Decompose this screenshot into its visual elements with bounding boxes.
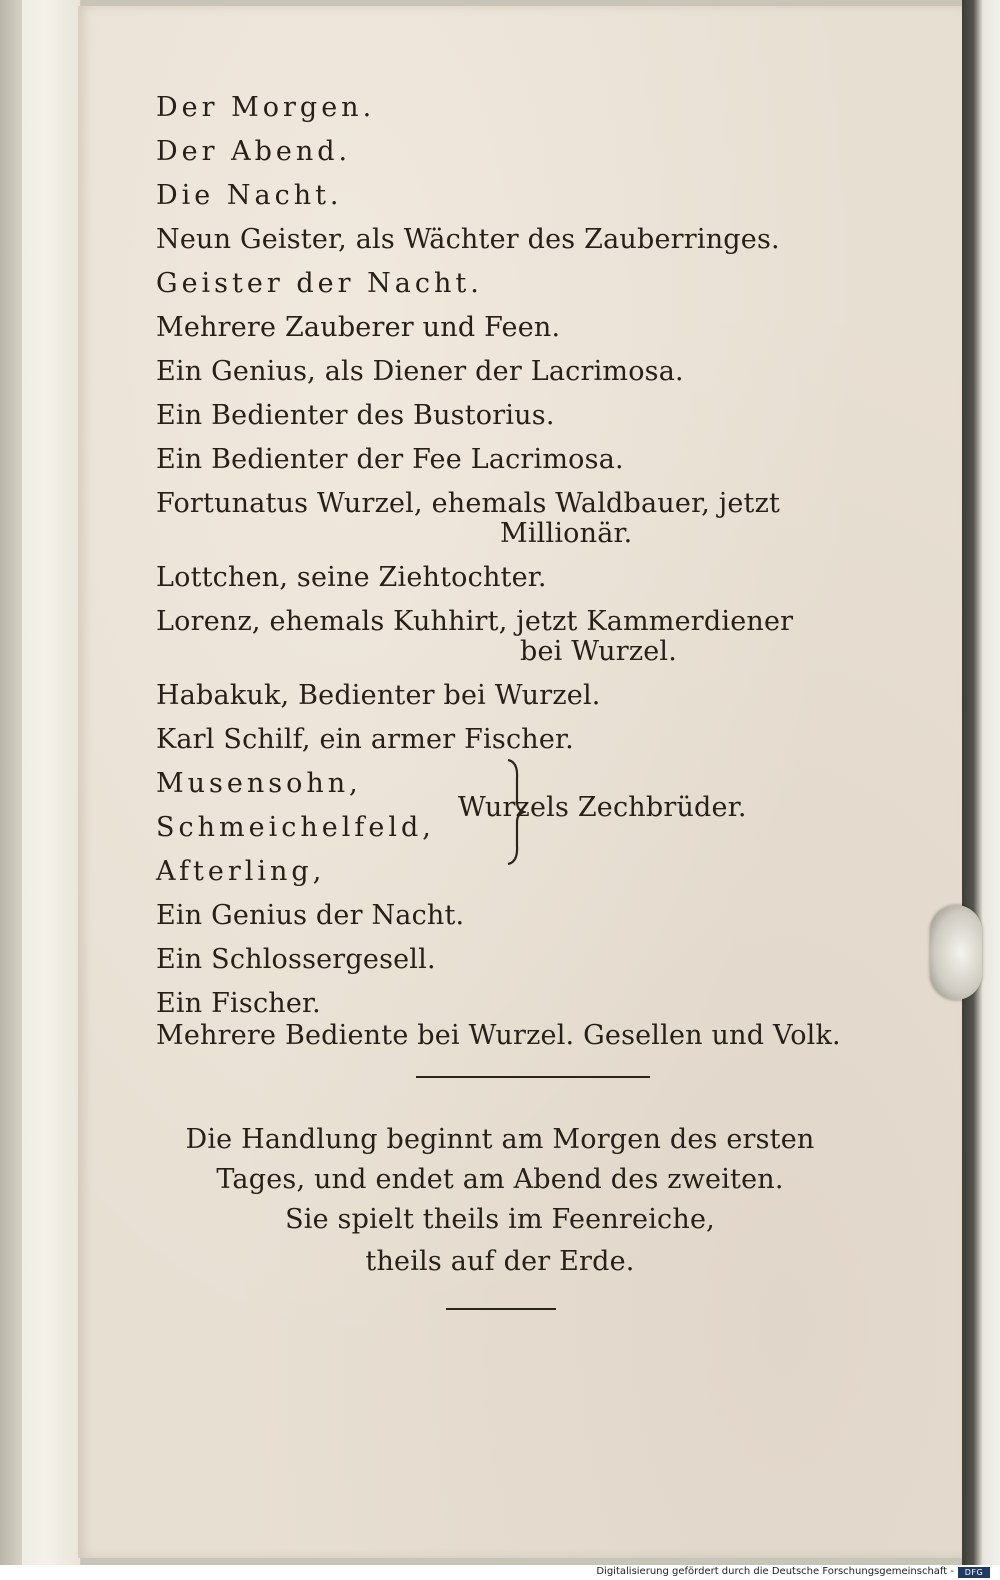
cast-entry: Neun Geister, als Wächter des Zauberringes. bbox=[156, 224, 780, 255]
cast-entry: Ein Schlossergesell. bbox=[156, 944, 436, 975]
brace-label: Wurzels Zechbrüder. bbox=[458, 792, 747, 823]
cast-entry: Der Morgen. bbox=[156, 92, 376, 123]
cast-entry: Ein Bedienter der Fee Lacrimosa. bbox=[156, 444, 624, 475]
cast-entry: Ein Bedienter des Bustorius. bbox=[156, 400, 555, 431]
note-line: Sie spielt theils im Feenreiche, bbox=[285, 1204, 715, 1235]
note-line: Tages, und endet am Abend des zweiten. bbox=[216, 1164, 784, 1195]
cast-entry: Afterling, bbox=[156, 856, 326, 887]
page-edge bbox=[962, 0, 1000, 1565]
cast-entry: Musensohn, bbox=[156, 768, 362, 799]
cast-entry: Habakuk, Bedienter bei Wurzel. bbox=[156, 680, 601, 711]
footer-bar bbox=[0, 1565, 1000, 1580]
cast-entry: Lottchen, seine Ziehtochter. bbox=[156, 562, 547, 593]
dfg-logo: DFG bbox=[958, 1567, 990, 1578]
note-line: theils auf der Erde. bbox=[365, 1246, 635, 1277]
divider-rule bbox=[416, 1076, 650, 1078]
cast-entry: Geister der Nacht. bbox=[156, 268, 483, 299]
cast-entry: Schmeichelfeld, bbox=[156, 812, 435, 843]
funding-credit: Digitalisierung gefördert durch die Deutsche Forschungsgemeinschaft - bbox=[596, 1566, 954, 1577]
cast-entry: Ein Fischer. bbox=[156, 988, 321, 1019]
binding-strip bbox=[22, 0, 81, 1565]
cast-entry: Ein Genius, als Diener der Lacrimosa. bbox=[156, 356, 684, 387]
note-line: Die Handlung beginnt am Morgen des ersten bbox=[185, 1124, 815, 1155]
cast-entry: Ein Genius der Nacht. bbox=[156, 900, 465, 931]
cast-entry: Lorenz, ehemals Kuhhirt, jetzt Kammerdiener bbox=[156, 606, 794, 637]
cast-entry: Millionär. bbox=[500, 518, 633, 549]
book-page bbox=[78, 6, 963, 1558]
cast-entry: Fortunatus Wurzel, ehemals Waldbauer, jetzt bbox=[156, 488, 781, 519]
cast-entry: Karl Schilf, ein armer Fischer. bbox=[156, 724, 574, 755]
page-clip bbox=[930, 905, 982, 1000]
cast-entry: Mehrere Bediente bei Wurzel. Gesellen und Volk. bbox=[156, 1020, 841, 1051]
cast-entry: Mehrere Zauberer und Feen. bbox=[156, 312, 561, 343]
cast-entry: Der Abend. bbox=[156, 136, 352, 167]
cast-entry: Die Nacht. bbox=[156, 180, 343, 211]
end-rule bbox=[446, 1308, 556, 1310]
cast-entry: bei Wurzel. bbox=[520, 636, 678, 667]
